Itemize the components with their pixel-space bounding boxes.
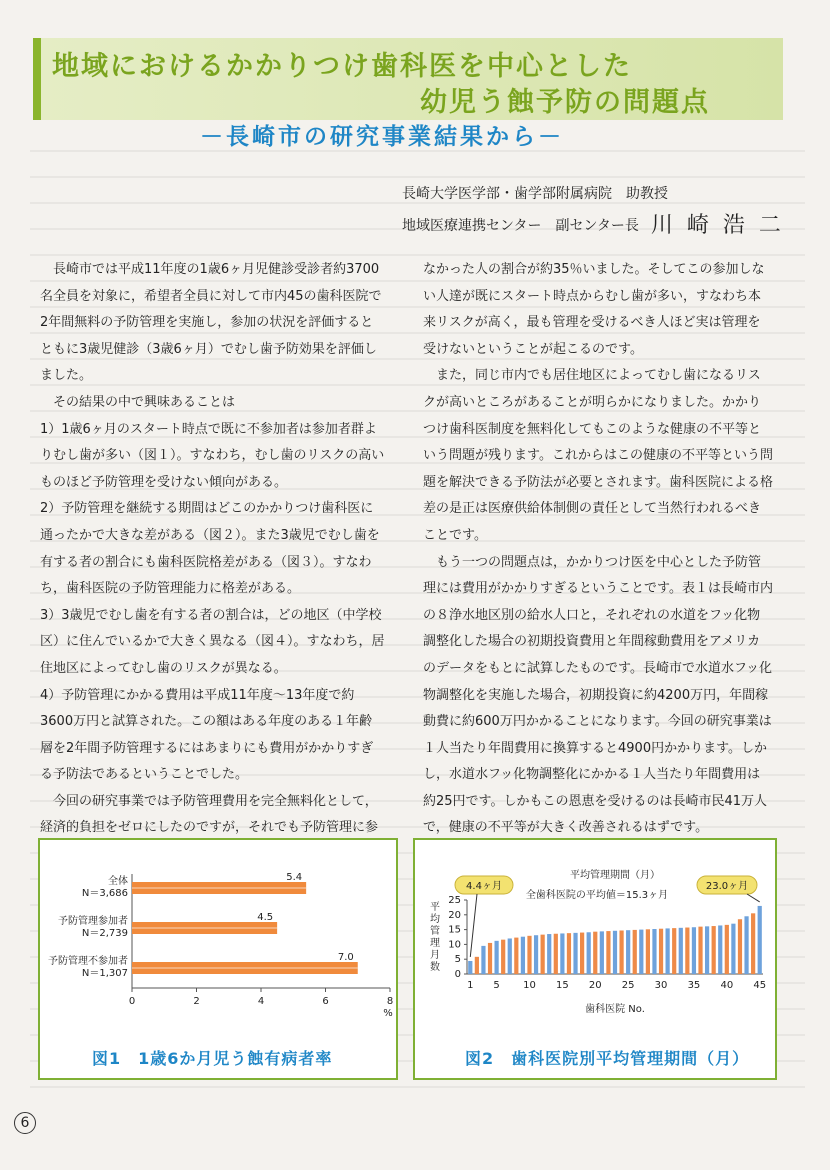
category-label: 全体 [108, 876, 128, 887]
x-tick-label: 15 [556, 980, 569, 991]
clinic-bar-32 [672, 928, 676, 974]
y-tick-label: 5 [454, 954, 461, 966]
clinic-bar-29 [652, 929, 656, 974]
figure-2 [413, 838, 777, 1080]
clinic-bar-20 [593, 932, 597, 974]
y-tick-label: 0 [454, 969, 461, 980]
x-axis-label: 歯科医院 No. [585, 1004, 645, 1015]
bar-highlight [132, 967, 358, 968]
body-left-column [40, 257, 385, 869]
clinic-bar-26 [633, 930, 637, 974]
x-tick-label: 0 [128, 996, 136, 1007]
figure-1 [38, 838, 398, 1080]
paragraph: また，同じ市内でも居住地区によってむし歯になるリスクが高いところがあることが明らかになりました。かかりつけ歯科医制度を無料化してもこのような健康の不平等という問題が残ります。これからはこの健康の不平等という問題を解決できる予防法が必要とされます。歯科医院による格差の是正は医療供給体制側の責任として当然行われるべきことです。 [423, 368, 773, 543]
y-axis-label-char: 月 [430, 950, 440, 961]
clinic-bar-28 [646, 929, 650, 974]
author-name: 川崎浩二 [650, 213, 795, 238]
paragraph: もう一つの問題点は，かかりつけ医を中心とした予防管理には費用がかかりすぎるということです。表１は長崎市内の８浄水地区別の給水人口と，それぞれの水道をフッ化物調整化した場合の初期投資費用と年間稼動費用をアメリカのデータをもとに試算したものです。長崎市で水道水フッ化物調整化を実施した場合，初期投資に約4200万円，年間稼動費に約600万円かかることになります。今回の研究事業は１人当たり年間費用に換算すると4900円かかります。しかし，水道水フッ化物調整化にかかる１人当たり年間費用は約25円です。しかもこの恩恵を受けるのは長崎市民41万人で，健康の不平等が大きく改善されるはずです。 [423, 554, 773, 836]
y-axis-label-char: 理 [430, 938, 440, 949]
y-tick-label: 10 [448, 939, 461, 951]
x-tick-label: 5 [493, 980, 500, 991]
clinic-bar-44 [751, 913, 755, 974]
clinic-bar-23 [613, 931, 617, 974]
clinic-bar-42 [738, 919, 742, 974]
clinic-bar-14 [554, 934, 558, 974]
clinic-bar-6 [501, 940, 505, 974]
author-position: 地域医療連携センター 副センター長 [402, 218, 639, 234]
clinic-bar-13 [547, 934, 551, 974]
max-callout-label: 23.0ヶ月 [705, 881, 749, 892]
x-tick-label: 45 [753, 980, 767, 991]
x-tick-label: 2 [193, 996, 200, 1007]
author-affiliation: 長崎大学医学部・歯学部附属病院 助教授 [402, 186, 668, 202]
x-tick-label: 8 [386, 996, 394, 1007]
bar-highlight [132, 927, 277, 928]
finding-2: 2）予防管理を継続する期間はどこのかかりつけ歯科医に通ったかで大きな差がある（図２）。また3歳児でむし歯を有する者の割合にも歯科医院格差がある（図３）。すなわち，歯科医院の予防管理能力に格差がある。 [40, 501, 380, 597]
clinic-bar-17 [573, 933, 577, 974]
clinic-bar-11 [534, 935, 538, 974]
clinic-bar-4 [488, 943, 492, 974]
clinic-bar-2 [475, 957, 479, 974]
category-n-label: N＝2,739 [81, 928, 128, 939]
category-n-label: N＝1,307 [81, 968, 128, 979]
clinic-bar-1 [468, 961, 472, 974]
x-tick-label: 10 [523, 980, 536, 991]
category-n-label: N＝3,686 [81, 888, 128, 899]
y-axis-label-char: 管 [430, 926, 440, 937]
clinic-bar-41 [731, 924, 735, 974]
finding-1: 1）1歳6ヶ月のスタート時点で既に不参加者は参加者群よりむし歯が多い（図１）。すなわち，むし歯のリスクの高いものほど予防管理を受けない傾向がある。 [40, 421, 385, 490]
y-tick-label: 20 [448, 909, 461, 921]
clinic-bar-45 [758, 906, 762, 974]
page-number: 6 [14, 1112, 36, 1134]
article-title-line2: 幼児う蝕予防の問題点 [420, 87, 710, 118]
x-tick-label: 1 [467, 980, 474, 991]
bar-value-label: 5.4 [286, 872, 303, 883]
clinic-bar-39 [718, 925, 722, 974]
clinic-bar-40 [725, 925, 729, 974]
clinic-bar-27 [639, 930, 643, 974]
chart-subtitle: 全歯科医院の平均値＝15.3ヶ月 [525, 890, 669, 901]
x-tick-label: 30 [654, 980, 668, 991]
clinic-bar-30 [659, 929, 663, 974]
article-title-line1: 地域におけるかかりつけ歯科医を中心とした [52, 51, 632, 82]
article-subtitle: －長崎市の研究事業結果から－ [200, 124, 564, 150]
clinic-bar-18 [580, 933, 584, 974]
y-tick-label: 25 [448, 895, 461, 906]
chart-title: 平均管理期間（月） [570, 870, 660, 881]
clinic-bar-9 [521, 937, 525, 974]
figure-1-caption: 図1 1歳6か月児う蝕有病者率 [92, 1049, 333, 1068]
figure-2-chart [415, 840, 775, 1040]
clinic-bar-34 [685, 928, 689, 974]
clinic-bar-21 [600, 931, 604, 974]
max-callout-arrow [747, 894, 760, 902]
x-tick-label: 4 [257, 996, 265, 1007]
clinic-bar-37 [705, 926, 709, 974]
clinic-bar-3 [481, 946, 485, 974]
category-label: 予防管理参加者 [58, 916, 128, 927]
clinic-bar-15 [560, 933, 564, 974]
x-tick-label: 40 [720, 980, 734, 991]
min-callout-arrow [470, 894, 477, 957]
clinic-bar-8 [514, 938, 518, 974]
clinic-bar-33 [679, 928, 683, 974]
bar-highlight [132, 887, 306, 888]
clinic-bar-7 [508, 938, 512, 974]
clinic-bar-43 [744, 916, 748, 974]
finding-3: 3）3歳児でむし歯を有する者の割合は，どの地区（中学校区）に住んでいるかで大きく異なる（図４）。すなわち，居住地区によってむし歯のリスクが異なる。 [40, 607, 385, 676]
y-axis-label-char: 平 [430, 902, 440, 913]
clinic-bar-24 [619, 930, 623, 974]
paragraph: 今回の研究事業では予防管理費用を完全無料化として，経済的負担をゼロにしたのですが，それでも予防管理に参 [40, 793, 379, 836]
category-label: 予防管理不参加者 [48, 956, 128, 967]
x-unit-label: % [383, 1008, 393, 1019]
clinic-bar-5 [494, 941, 498, 974]
bar-value-label: 7.0 [337, 952, 354, 963]
clinic-bar-25 [626, 930, 630, 974]
bar-value-label: 4.5 [257, 912, 274, 923]
clinic-bar-35 [692, 927, 696, 974]
x-tick-label: 20 [588, 980, 602, 991]
paragraph: 長崎市では平成11年度の1歳6ヶ月児健診受診者約3700名全員を対象に，希望者全員に対して市内45の歯科医院で2年間無料の予防管理を実施し，参加の状況を評価するとともに3歳児健診（3歳6ヶ月）でむし歯予防効果を評価しました。 [40, 262, 382, 384]
figure-1-chart [40, 840, 396, 1040]
clinic-bar-31 [666, 928, 670, 974]
finding-4: 4）予防管理にかかる費用は平成11年度～13年度で約3600万円と試算された。この額はある年度のある１年齢層を2年間予防管理するにはあまりにも費用がかかりすぎる予防法であるということでした。 [40, 687, 374, 783]
clinic-bar-38 [712, 926, 716, 974]
paragraph: なかった人の割合が約35％いました。そしてこの参加しない人達が既にスタート時点からむし歯が多い，すなわち本来リスクが高く，最も管理を受けるべき人ほど実は管理を受けないということが起こるのです。 [423, 262, 765, 357]
x-tick-label: 25 [621, 980, 635, 991]
clinic-bar-10 [527, 936, 531, 974]
x-tick-label: 6 [322, 996, 329, 1007]
y-axis-label-char: 数 [430, 962, 440, 973]
clinic-bar-16 [567, 933, 571, 974]
figure-2-caption: 図2 歯科医院別平均管理期間（月） [465, 1049, 750, 1068]
author-line [402, 208, 795, 239]
body-right-column [423, 257, 773, 842]
clinic-bar-22 [606, 931, 610, 974]
min-callout-label: 4.4ヶ月 [466, 881, 502, 892]
x-tick-label: 35 [687, 980, 701, 991]
y-tick-label: 15 [448, 924, 461, 936]
clinic-bar-36 [698, 927, 702, 974]
clinic-bar-19 [587, 932, 591, 974]
clinic-bar-12 [541, 935, 545, 974]
paragraph: その結果の中で興味あることは [53, 394, 236, 410]
y-axis-label-char: 均 [430, 914, 440, 925]
